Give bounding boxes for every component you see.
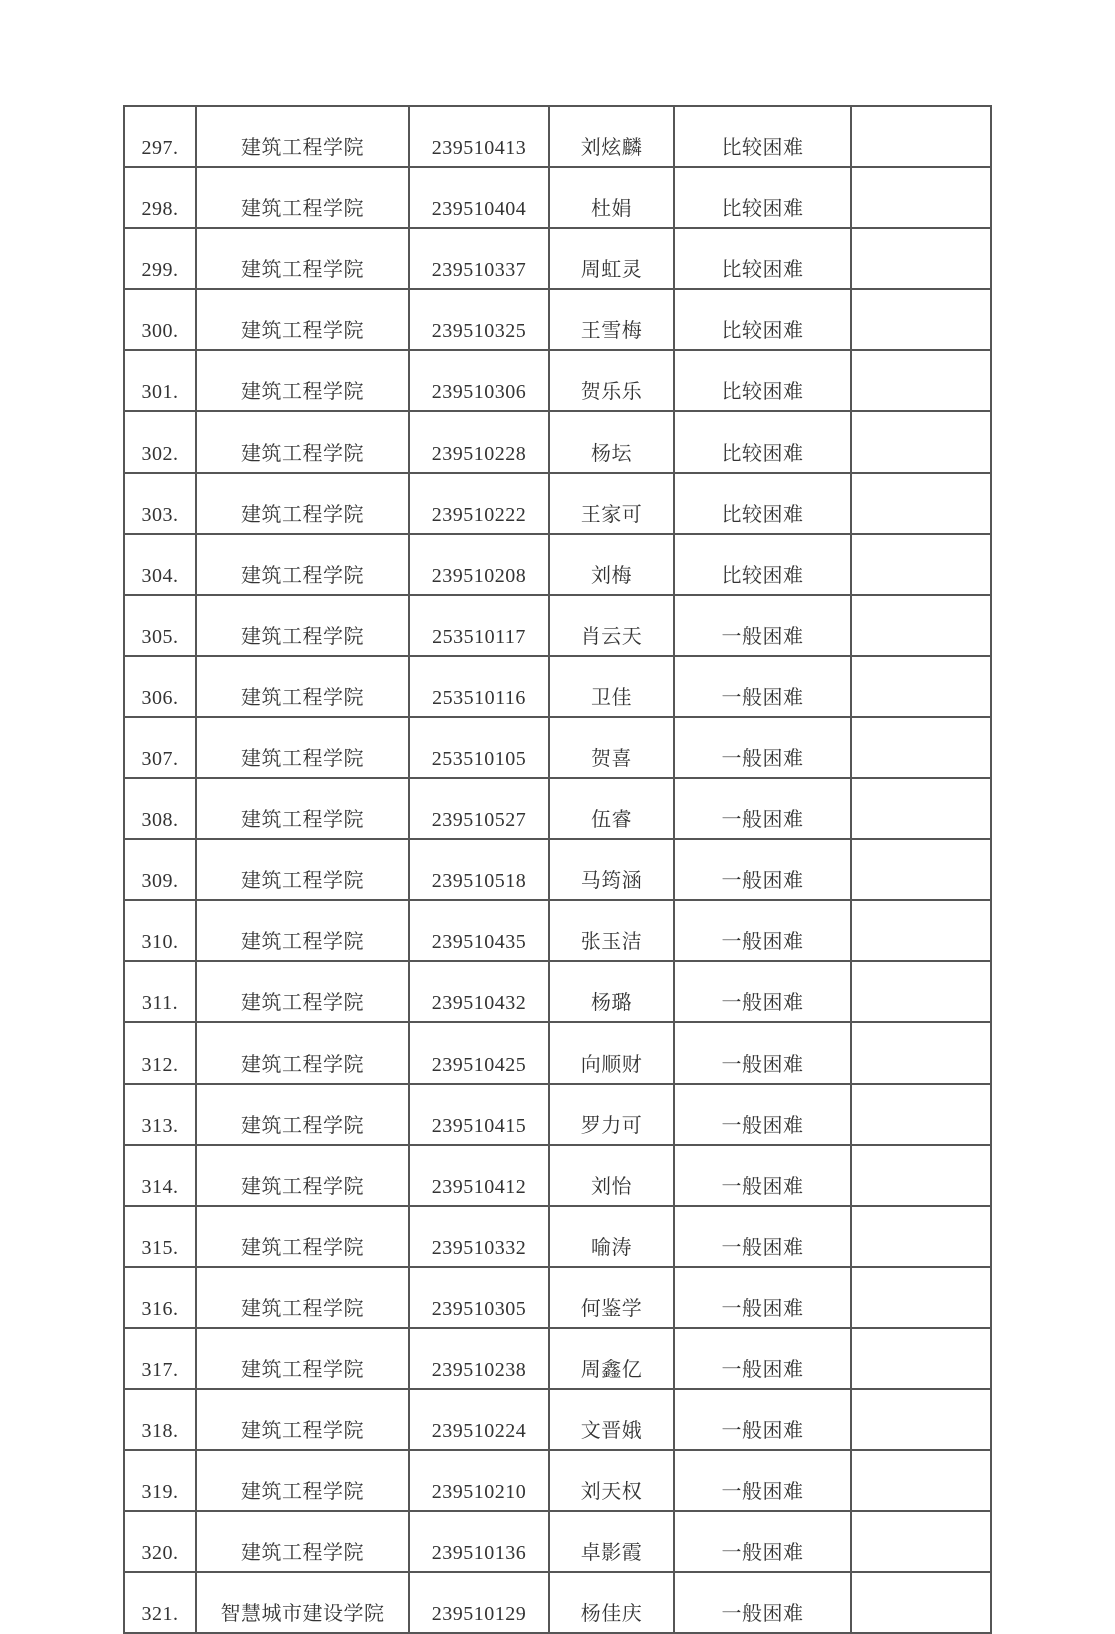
student-name-cell: 贺乐乐 — [549, 350, 674, 411]
college-cell: 建筑工程学院 — [196, 350, 409, 411]
college-cell: 建筑工程学院 — [196, 106, 409, 167]
note-cell — [851, 656, 991, 717]
row-number-cell: 299. — [124, 228, 196, 289]
college-cell: 建筑工程学院 — [196, 1450, 409, 1511]
student-name-cell: 马筠涵 — [549, 839, 674, 900]
row-number-cell: 317. — [124, 1328, 196, 1389]
note-cell — [851, 778, 991, 839]
table-row — [124, 1022, 991, 1083]
student-id-cell: 239510518 — [409, 839, 549, 900]
table-row — [124, 656, 991, 717]
student-roster-table — [123, 105, 992, 1634]
note-cell — [851, 1328, 991, 1389]
student-name-cell: 卫佳 — [549, 656, 674, 717]
difficulty-cell: 比较困难 — [674, 289, 851, 350]
student-name-cell: 王家可 — [549, 473, 674, 534]
note-cell — [851, 1389, 991, 1450]
note-cell — [851, 839, 991, 900]
note-cell — [851, 350, 991, 411]
student-name-cell: 罗力可 — [549, 1084, 674, 1145]
student-name-cell: 喻涛 — [549, 1206, 674, 1267]
college-cell: 智慧城市建设学院 — [196, 1572, 409, 1633]
difficulty-cell: 一般困难 — [674, 778, 851, 839]
row-number-cell: 320. — [124, 1511, 196, 1572]
student-id-cell: 239510325 — [409, 289, 549, 350]
row-number-cell: 303. — [124, 473, 196, 534]
student-name-cell: 卓影霞 — [549, 1511, 674, 1572]
student-id-cell: 253510117 — [409, 595, 549, 656]
college-cell: 建筑工程学院 — [196, 1206, 409, 1267]
row-number-cell: 306. — [124, 656, 196, 717]
difficulty-cell: 一般困难 — [674, 1450, 851, 1511]
student-id-cell: 239510435 — [409, 900, 549, 961]
table-row — [124, 1145, 991, 1206]
table-row — [124, 289, 991, 350]
student-id-cell: 239510224 — [409, 1389, 549, 1450]
difficulty-cell: 比较困难 — [674, 106, 851, 167]
note-cell — [851, 167, 991, 228]
table-row — [124, 595, 991, 656]
note-cell — [851, 106, 991, 167]
student-id-cell: 239510136 — [409, 1511, 549, 1572]
row-number-cell: 307. — [124, 717, 196, 778]
note-cell — [851, 473, 991, 534]
college-cell: 建筑工程学院 — [196, 473, 409, 534]
difficulty-cell: 比较困难 — [674, 534, 851, 595]
row-number-cell: 309. — [124, 839, 196, 900]
student-name-cell: 伍睿 — [549, 778, 674, 839]
note-cell — [851, 595, 991, 656]
row-number-cell: 314. — [124, 1145, 196, 1206]
student-id-cell: 239510527 — [409, 778, 549, 839]
note-cell — [851, 289, 991, 350]
student-name-cell: 杜娟 — [549, 167, 674, 228]
student-id-cell: 253510105 — [409, 717, 549, 778]
difficulty-cell: 一般困难 — [674, 900, 851, 961]
difficulty-cell: 一般困难 — [674, 1267, 851, 1328]
row-number-cell: 311. — [124, 961, 196, 1022]
college-cell: 建筑工程学院 — [196, 1389, 409, 1450]
student-id-cell: 239510208 — [409, 534, 549, 595]
note-cell — [851, 1022, 991, 1083]
student-name-cell: 周虹灵 — [549, 228, 674, 289]
note-cell — [851, 1206, 991, 1267]
college-cell: 建筑工程学院 — [196, 778, 409, 839]
student-id-cell: 239510306 — [409, 350, 549, 411]
student-id-cell: 239510415 — [409, 1084, 549, 1145]
table-row — [124, 1206, 991, 1267]
student-name-cell: 刘怡 — [549, 1145, 674, 1206]
row-number-cell: 304. — [124, 534, 196, 595]
difficulty-cell: 一般困难 — [674, 1206, 851, 1267]
row-number-cell: 316. — [124, 1267, 196, 1328]
row-number-cell: 318. — [124, 1389, 196, 1450]
note-cell — [851, 1450, 991, 1511]
college-cell: 建筑工程学院 — [196, 1328, 409, 1389]
college-cell: 建筑工程学院 — [196, 595, 409, 656]
difficulty-cell: 一般困难 — [674, 1145, 851, 1206]
table-row — [124, 1389, 991, 1450]
college-cell: 建筑工程学院 — [196, 411, 409, 472]
college-cell: 建筑工程学院 — [196, 839, 409, 900]
student-name-cell: 张玉洁 — [549, 900, 674, 961]
student-name-cell: 文晋娥 — [549, 1389, 674, 1450]
student-id-cell: 239510238 — [409, 1328, 549, 1389]
difficulty-cell: 比较困难 — [674, 167, 851, 228]
note-cell — [851, 228, 991, 289]
student-id-cell: 239510337 — [409, 228, 549, 289]
student-name-cell: 刘梅 — [549, 534, 674, 595]
table-row — [124, 717, 991, 778]
table-row — [124, 961, 991, 1022]
college-cell: 建筑工程学院 — [196, 228, 409, 289]
table-row — [124, 1511, 991, 1572]
difficulty-cell: 比较困难 — [674, 228, 851, 289]
student-id-cell: 239510305 — [409, 1267, 549, 1328]
student-id-cell: 239510413 — [409, 106, 549, 167]
table-row — [124, 778, 991, 839]
difficulty-cell: 一般困难 — [674, 656, 851, 717]
row-number-cell: 315. — [124, 1206, 196, 1267]
table-row — [124, 1450, 991, 1511]
college-cell: 建筑工程学院 — [196, 961, 409, 1022]
table-row — [124, 900, 991, 961]
note-cell — [851, 1572, 991, 1633]
table-row — [124, 839, 991, 900]
difficulty-cell: 一般困难 — [674, 1328, 851, 1389]
table-row — [124, 473, 991, 534]
student-id-cell: 239510129 — [409, 1572, 549, 1633]
difficulty-cell: 比较困难 — [674, 411, 851, 472]
difficulty-cell: 一般困难 — [674, 839, 851, 900]
student-id-cell: 239510404 — [409, 167, 549, 228]
difficulty-cell: 一般困难 — [674, 717, 851, 778]
college-cell: 建筑工程学院 — [196, 656, 409, 717]
student-name-cell: 王雪梅 — [549, 289, 674, 350]
table-row — [124, 411, 991, 472]
note-cell — [851, 900, 991, 961]
college-cell: 建筑工程学院 — [196, 289, 409, 350]
college-cell: 建筑工程学院 — [196, 900, 409, 961]
table-row — [124, 167, 991, 228]
college-cell: 建筑工程学院 — [196, 1267, 409, 1328]
college-cell: 建筑工程学院 — [196, 534, 409, 595]
row-number-cell: 319. — [124, 1450, 196, 1511]
student-id-cell: 253510116 — [409, 656, 549, 717]
college-cell: 建筑工程学院 — [196, 1022, 409, 1083]
student-id-cell: 239510332 — [409, 1206, 549, 1267]
student-id-cell: 239510228 — [409, 411, 549, 472]
student-id-cell: 239510222 — [409, 473, 549, 534]
note-cell — [851, 1267, 991, 1328]
student-name-cell: 肖云天 — [549, 595, 674, 656]
difficulty-cell: 比较困难 — [674, 350, 851, 411]
student-id-cell: 239510210 — [409, 1450, 549, 1511]
student-name-cell: 杨佳庆 — [549, 1572, 674, 1633]
student-name-cell: 刘炫麟 — [549, 106, 674, 167]
table-row — [124, 1267, 991, 1328]
difficulty-cell: 一般困难 — [674, 1084, 851, 1145]
row-number-cell: 321. — [124, 1572, 196, 1633]
table-row — [124, 1572, 991, 1633]
college-cell: 建筑工程学院 — [196, 1511, 409, 1572]
roster-table-body — [124, 106, 991, 1633]
table-row — [124, 350, 991, 411]
row-number-cell: 301. — [124, 350, 196, 411]
table-row — [124, 106, 991, 167]
student-name-cell: 贺喜 — [549, 717, 674, 778]
table-row — [124, 1084, 991, 1145]
student-name-cell: 刘天权 — [549, 1450, 674, 1511]
student-name-cell: 杨璐 — [549, 961, 674, 1022]
note-cell — [851, 961, 991, 1022]
difficulty-cell: 一般困难 — [674, 1572, 851, 1633]
row-number-cell: 305. — [124, 595, 196, 656]
row-number-cell: 313. — [124, 1084, 196, 1145]
note-cell — [851, 1145, 991, 1206]
difficulty-cell: 一般困难 — [674, 961, 851, 1022]
college-cell: 建筑工程学院 — [196, 167, 409, 228]
difficulty-cell: 一般困难 — [674, 1022, 851, 1083]
row-number-cell: 308. — [124, 778, 196, 839]
row-number-cell: 297. — [124, 106, 196, 167]
table-row — [124, 1328, 991, 1389]
student-name-cell: 向顺财 — [549, 1022, 674, 1083]
row-number-cell: 312. — [124, 1022, 196, 1083]
student-id-cell: 239510425 — [409, 1022, 549, 1083]
note-cell — [851, 534, 991, 595]
student-name-cell: 杨坛 — [549, 411, 674, 472]
student-name-cell: 周鑫亿 — [549, 1328, 674, 1389]
difficulty-cell: 一般困难 — [674, 1389, 851, 1450]
student-id-cell: 239510412 — [409, 1145, 549, 1206]
note-cell — [851, 411, 991, 472]
college-cell: 建筑工程学院 — [196, 1084, 409, 1145]
difficulty-cell: 一般困难 — [674, 595, 851, 656]
table-row — [124, 534, 991, 595]
note-cell — [851, 1511, 991, 1572]
student-name-cell: 何鉴学 — [549, 1267, 674, 1328]
row-number-cell: 300. — [124, 289, 196, 350]
note-cell — [851, 717, 991, 778]
row-number-cell: 302. — [124, 411, 196, 472]
college-cell: 建筑工程学院 — [196, 717, 409, 778]
note-cell — [851, 1084, 991, 1145]
difficulty-cell: 一般困难 — [674, 1511, 851, 1572]
student-id-cell: 239510432 — [409, 961, 549, 1022]
table-row — [124, 228, 991, 289]
row-number-cell: 298. — [124, 167, 196, 228]
college-cell: 建筑工程学院 — [196, 1145, 409, 1206]
difficulty-cell: 比较困难 — [674, 473, 851, 534]
row-number-cell: 310. — [124, 900, 196, 961]
